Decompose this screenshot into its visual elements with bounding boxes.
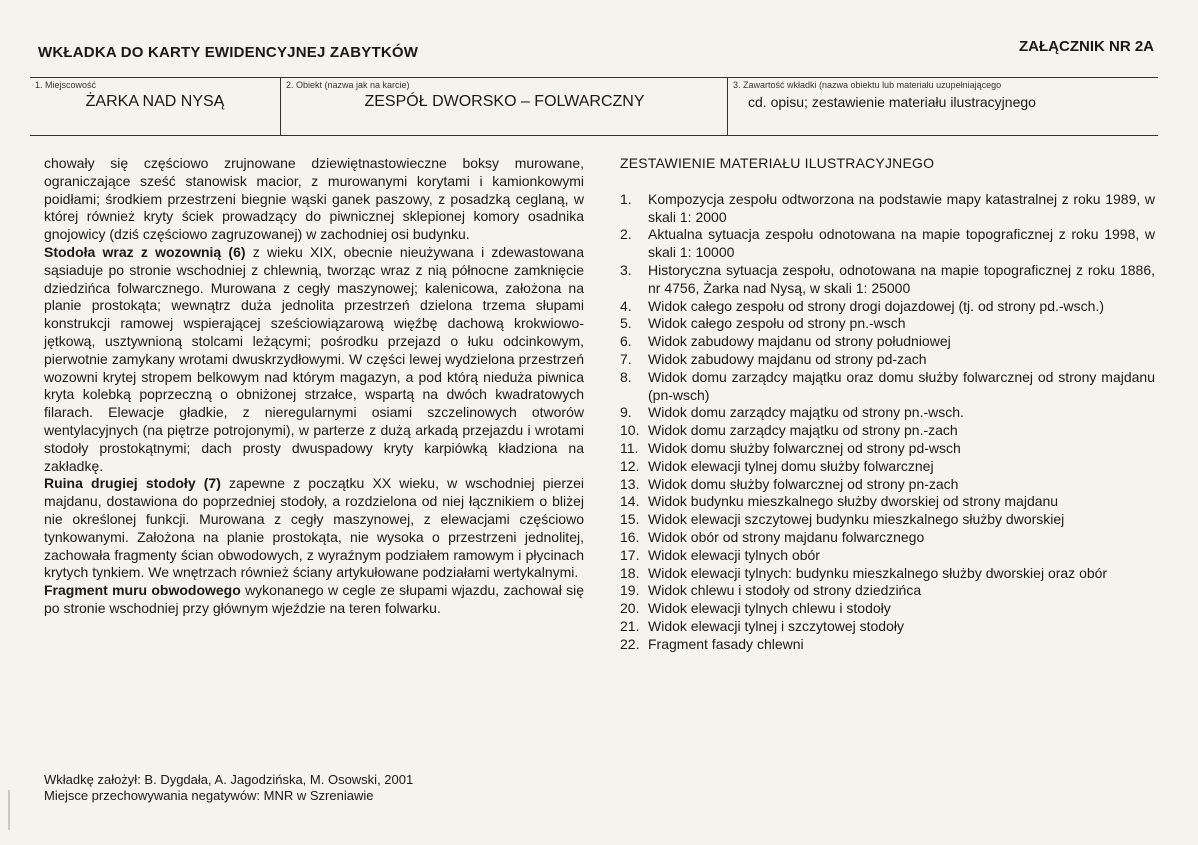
list-item-number: 18. [620,564,640,581]
locality-cell [30,78,280,135]
barn-heading: Stodoła wraz z wozownią (6) [44,243,246,260]
illustrations-list [620,191,1155,654]
list-item-text: Widok budynku mieszkalnego służby dworskiej od strony majdanu [648,493,1059,510]
illustrations-column [620,155,1155,654]
list-item-number: 4. [620,297,632,314]
list-item-text: Widok elewacji tylnych chlewu i stodoły [648,600,891,617]
list-item-number: 17. [620,546,640,563]
list-item-text: Widok zabudowy majdanu od strony pd-zach [648,350,927,367]
list-item-text: Aktualna sytuacja zespołu odnotowana na mapie topograficznej z roku 1998, w skali 1: 10000 [648,226,1155,261]
list-item-text: Widok elewacji tylnej domu służby folwarcznej [648,457,934,474]
locality-label: 1. Miejscowość [35,80,97,90]
locality-value: ŻARKA NAD NYSĄ [85,93,225,110]
list-item-number: 16. [620,528,640,545]
second-barn-text: zapewne z początku XX wieku, w wschodniej pierzei majdanu, dostawiona do poprzedniej stodoły, a rozdzielona od niej łącznikiem o bliżej nie określonej funkcji. Murowana z cegły maszynowej, z elewacjami częściowo tynkowanymi. Założona na planie prostokąta, nie wysoka o przestrzeni jednolitej, zachowała fragmenty ścian obwodowych, z wyraźnym podziałem ramowym i płycinach krytych tynkiem. We wnętrzach również ściany artykułowane podziałami wertykalnymi. [44,475,584,581]
list-item-text: Widok domu służby folwarcznej od strony pd-wsch [648,439,961,456]
list-item [620,476,1155,494]
wall-text: wykonanego w cegle ze słupami wjazdu, zachował się po stronie wschodniej przy głównym wjeździe na teren folwarku. [44,582,584,616]
list-item-text: Widok chlewu i stodoły od strony dziedzińca [648,582,922,599]
contents-value: cd. opisu; zestawienie materiału ilustracyjnego [748,94,1036,110]
list-item-text: Widok domu zarządcy majątku od strony pn.-zach [648,422,958,439]
list-item-number: 21. [620,617,640,634]
list-item-text: Widok elewacji tylnej i szczytowej stodoły [648,617,904,634]
list-item-number: 12. [620,457,640,474]
list-item-text: Widok zabudowy majdanu od strony południowej [648,333,951,350]
list-item [620,333,1155,351]
list-item [620,226,1155,262]
list-item-number: 7. [620,350,632,367]
annex-number: ZAŁĄCZNIK NR 2A [1019,38,1154,55]
footer-negatives-location: Miejsce przechowywania negatywów: MNR w Szreniawie [44,787,374,803]
list-item [620,262,1155,298]
description-paragraph-1: chowały się częściowo zrujnowane dziewiętnastowieczne boksy murowane, ograniczające sześć stanowisk macior, z murowanymi korytami i kamionkowymi poidłami; środkiem przestrzeni biegnie wąski ganek paszowy, z posadzką ceglaną, w której również kryty ściek prowadzący do piwnicznej sklepionej komory osadnika gnojowicy (dziś częściowo zagruzowanej) w zachodniej osi budynku. [44,155,584,243]
list-item-text: Fragment fasady chlewni [648,635,804,652]
description-paragraph-2 [44,244,584,475]
barn-text: z wieku XIX, obecnie nieużywana i zdewastowana sąsiaduje po stronie wschodniej z chlewnią, tworząc wraz z nią północne zamknięcie dziedzińca folwarcznego. Murowana z cegły maszynowej; kalenicowa, założona na planie prostokąta; wewnątrz duża jednolita przestrzeń dzielona trzema słupami konstrukcji ramowej wspierającej sześciowiązarową więźbę dachową krokwiowo-jętkową, usztywnioną stolcami leżącymi; pośrodku przejazd o łuku odcinkowym, pierwotnie zamykany wrotami dwuskrzydłowymi. W części lewej wydzielona przestrzeń wozowni krytej stropem belkowym nad którym magazyn, a pod którą nieduża piwnica kryta kolebką poprzeczną o obniżonej strzałce, wspartą na dwóch kwadratowych filarach. Elewacje gładkie, z nieregularnymi osiami szczelinowych otworów wentylacyjnych (na piętrze potrojonymi), w parterze z dużą arkadą przejazdu i wrotami stodoły prostokątnymi; dach prosty dwuspadowy kryty karpiówką kładziona na zakładkę. [44,243,585,474]
list-item [620,582,1155,600]
form-header-table [30,77,1158,136]
list-item [620,369,1155,405]
footer [44,772,413,803]
list-item-text: Widok elewacji tylnych: budynku mieszkalnego służby dworskiej oraz obór [648,564,1108,581]
list-item [620,191,1155,227]
list-item [620,440,1155,458]
list-item-text: Widok całego zespołu od strony drogi dojazdowej (tj. od strony pd.-wsch.) [648,297,1104,314]
list-item-text: Widok elewacji szczytowej budynku mieszkalnego służby dworskiej [648,511,1065,528]
list-item-text: Widok całego zespołu od strony pn.-wsch [648,315,906,332]
list-item [620,404,1155,422]
list-item-text: Widok domu służby folwarcznej od strony pn-zach [648,475,959,492]
list-item [620,565,1155,583]
document-title: WKŁADKA DO KARTY EWIDENCYJNEJ ZABYTKÓW [38,44,419,61]
list-item-text: Widok domu zarządcy majątku od strony pn.-wsch. [648,404,964,421]
list-item-number: 5. [620,315,632,332]
list-item [620,315,1155,333]
list-item [620,493,1155,511]
object-label: 2. Obiekt (nazwa jak na karcie) [286,80,410,90]
list-item [620,636,1155,654]
wall-heading: Fragment muru obwodowego [44,582,241,599]
list-item-number: 10. [620,422,640,439]
list-item-number: 6. [620,333,632,350]
list-item-text: Widok domu zarządcy majątku oraz domu służby folwarcznej od strony majdanu (pn-wsch) [648,368,1155,403]
footer-authors: Wkładkę założył: B. Dygdała, A. Jagodzińska, M. Osowski, 2001 [44,772,414,787]
list-item-number: 9. [620,404,632,421]
list-item-number: 2. [620,226,632,243]
list-item [620,511,1155,529]
list-item [620,458,1155,476]
description-column [44,155,584,618]
list-item-number: 14. [620,493,640,510]
list-item-text: Widok obór od strony majdanu folwarcznego [648,528,925,545]
list-item-number: 13. [620,475,640,492]
list-item [620,529,1155,547]
list-item-text: Widok elewacji tylnych obór [648,546,820,563]
description-paragraph-4 [44,582,584,618]
list-item-number: 3. [620,261,632,278]
list-item [620,600,1155,618]
object-value: ZESPÓŁ DWORSKO – FOLWARCZNY [364,93,645,110]
list-item-number: 19. [620,582,640,599]
list-item-number: 20. [620,600,640,617]
scan-edge-mark [8,790,10,830]
list-item-number: 8. [620,368,632,385]
list-item [620,298,1155,316]
list-item-number: 11. [620,439,639,456]
second-barn-heading: Ruina drugiej stodoły (7) [44,475,221,492]
list-item-text: Kompozycja zespołu odtworzona na podstawie mapy katastralnej z roku 1989, w skali 1: 2000 [648,190,1155,225]
list-item [620,618,1155,636]
contents-cell [727,78,1159,135]
list-item-number: 15. [620,511,640,528]
contents-label: 3. Zawartość wkładki (nazwa obiektu lub materiału uzupełniającego [733,80,1002,90]
list-item [620,422,1155,440]
list-item [620,547,1155,565]
object-cell [280,78,728,135]
list-item [620,351,1155,369]
list-item-number: 22. [620,635,640,652]
list-item-number: 1. [620,190,632,207]
description-paragraph-3 [44,475,584,582]
illustrations-title: ZESTAWIENIE MATERIAŁU ILUSTRACYJNEGO [620,155,935,171]
list-item-text: Historyczna sytuacja zespołu, odnotowana na mapie topograficznej z roku 1886, nr 4756, Żarka nad Nysą, w skali 1: 25000 [648,261,1155,296]
